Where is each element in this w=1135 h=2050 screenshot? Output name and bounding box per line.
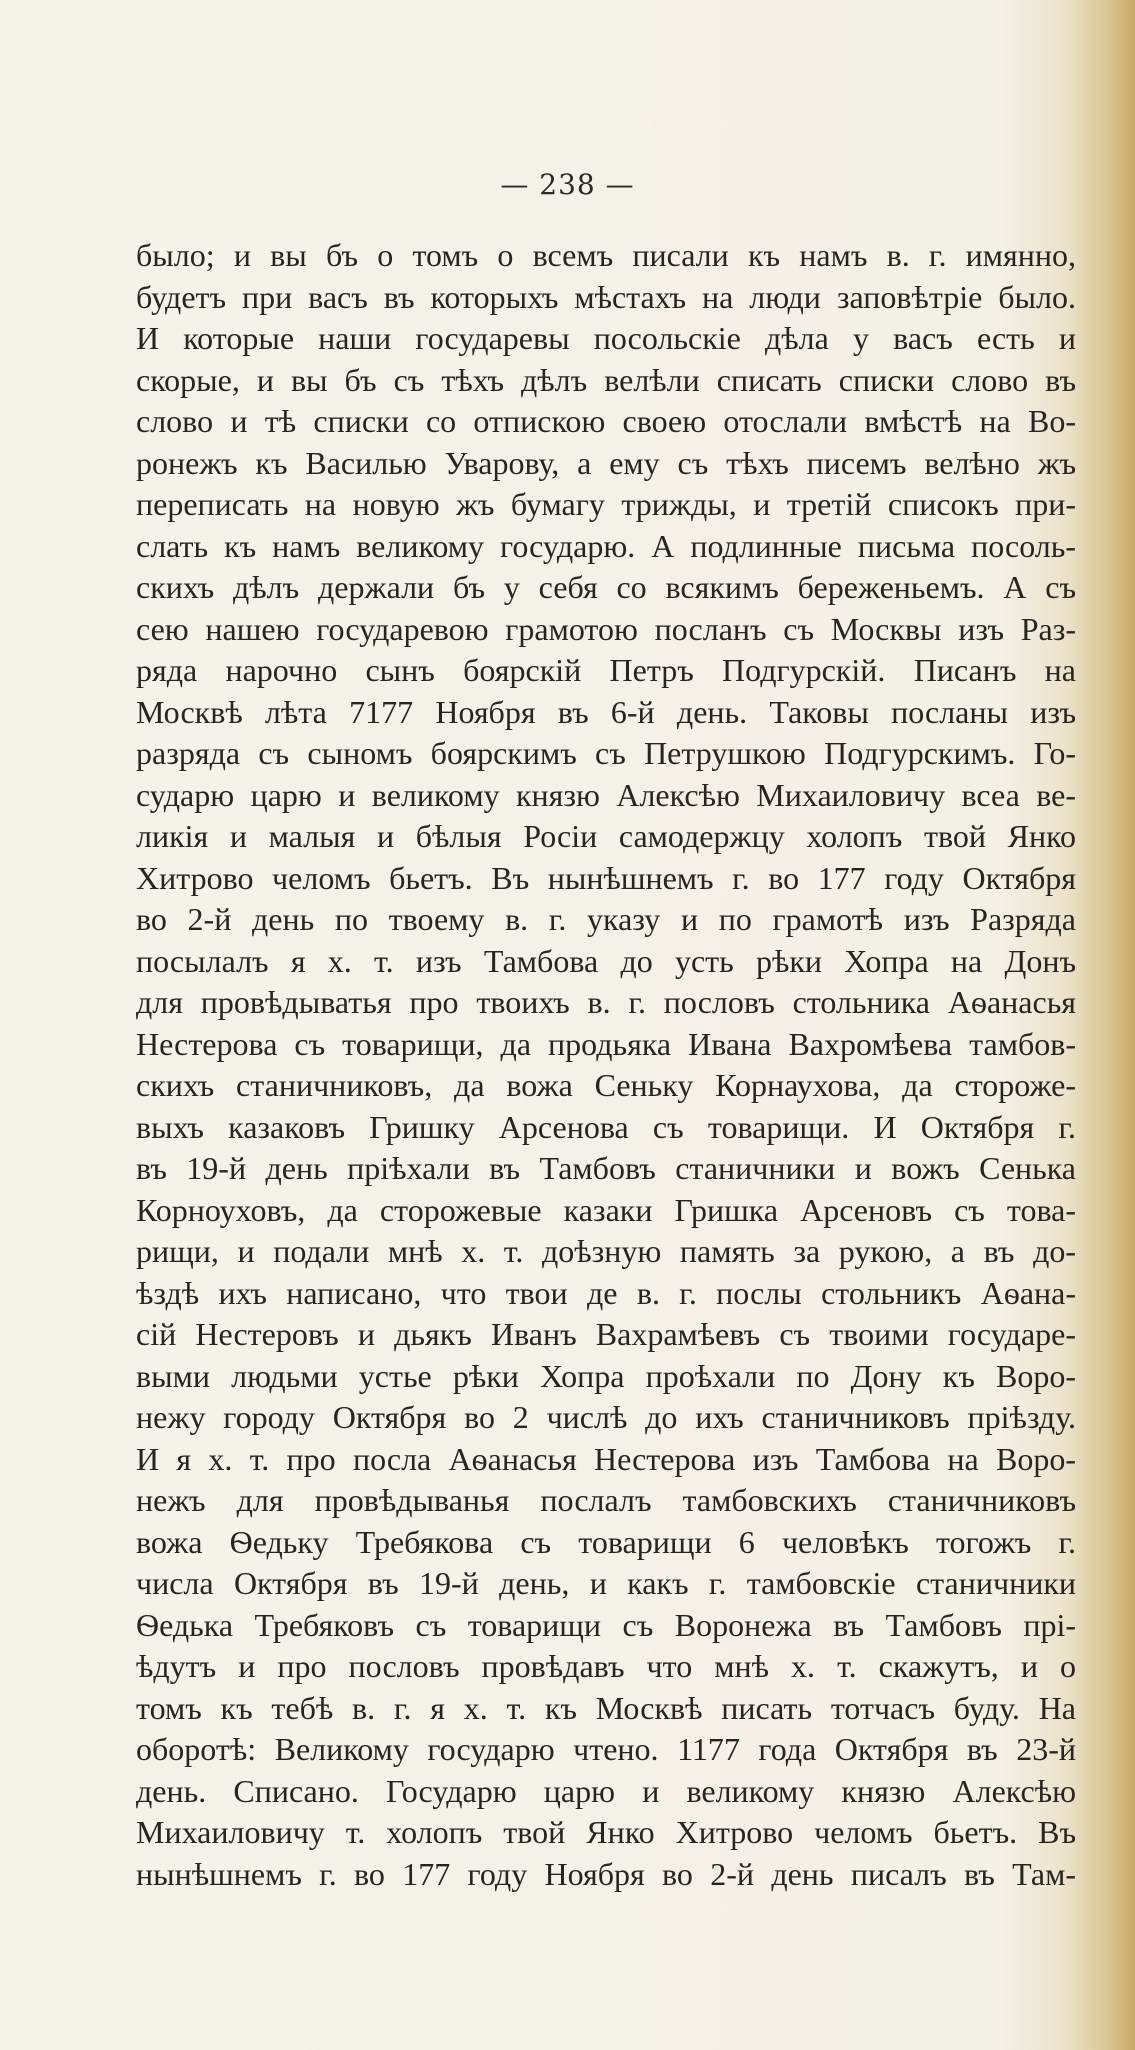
text-line: Хитрово челомъ бьетъ. Въ нынѣшнемъ г. во 177 году Октября [136, 859, 1076, 896]
text-line: И которые наши государевы посольскіе дѣла у васъ есть и [136, 320, 1076, 356]
text-line: числа Октября въ 19-й день, и какъ г. тамбовскіе станичники [136, 1565, 1076, 1601]
text-line: нежъ для провѣдыванья послалъ тамбовскихъ станичниковъ [136, 1482, 1076, 1518]
text-line: ѣдутъ и про пословъ провѣдавъ что мнѣ х. т. скажутъ, и о [136, 1648, 1076, 1684]
text-line: посылалъ я х. т. изъ Тамбова до усть рѣки Хопра на Донъ [136, 942, 1076, 979]
text-line: во 2-й день по твоему в. г. указу и по грамотѣ изъ Разряда [136, 901, 1076, 937]
text-line: ѣздѣ ихъ написано, что твои де в. г. послы стольникъ Аѳана- [136, 1274, 1076, 1311]
text-line: нынѣшнемъ г. во 177 году Ноября во 2-й день писалъ въ Там- [136, 1855, 1076, 1892]
text-line: скорые, и вы бъ съ тѣхъ дѣлъ велѣли списать списки слово въ [136, 361, 1076, 398]
text-line: нежу городу Октября во 2 числѣ до ихъ станичниковъ пріѣзду. [136, 1399, 1076, 1435]
text-line: слать къ намъ великому государю. А подлинные письма посоль- [136, 527, 1076, 564]
text-line: сею нашею государевою грамотою посланъ съ Москвы изъ Раз- [136, 610, 1076, 647]
page-number: — 238 — [500, 168, 635, 201]
text-line: рищи, и подали мнѣ х. т. доѣзную память за рукою, а въ до- [136, 1233, 1076, 1269]
text-line: было; и вы бъ о томъ о всемъ писали къ намъ в. г. имянно, [136, 237, 1076, 273]
text-line: скихъ дѣлъ держали бъ у себя со всякимъ береженьемъ. А съ [136, 569, 1076, 605]
text-line: день. Списано. Государю царю и великому князю Алексѣю [136, 1772, 1076, 1809]
text-line: для провѣдыватья про твоихъ в. г. пословъ стольника Аѳанасья [136, 984, 1076, 1020]
text-line: вожа Ѳедьку Требякова съ товарищи 6 человѣкъ тогожъ г. [136, 1523, 1076, 1560]
text-line: томъ къ тебѣ в. г. я х. т. къ Москвѣ писать тотчасъ буду. На [136, 1689, 1076, 1726]
text-line: Москвѣ лѣта 7177 Ноября въ 6-й день. Таковы посланы изъ [136, 693, 1076, 730]
text-line: И я х. т. про посла Аѳанасья Нестерова изъ Тамбова на Воро- [136, 1440, 1076, 1477]
text-line: выми людьми устье рѣки Хопра проѣхали по Дону къ Воро- [136, 1357, 1076, 1394]
text-line: слово и тѣ списки со отпискою своею отослали вмѣстѣ на Во- [136, 403, 1076, 439]
text-line: Михаиловичу т. холопъ твой Янко Хитрово челомъ бьетъ. Въ [136, 1814, 1076, 1850]
text-line: выхъ казаковъ Гришку Арсенова съ товарищи. И Октября г. [136, 1108, 1076, 1145]
text-line: скихъ станичниковъ, да вожа Сеньку Корнаухова, да стороже- [136, 1067, 1076, 1103]
text-line: Нестерова съ товарищи, да продьяка Ивана Вахромѣева тамбов- [136, 1025, 1076, 1062]
text-line: ликія и малыя и бѣлыя Росіи самодержцу холопъ твой Янко [136, 818, 1076, 854]
text-line: переписать на новую жъ бумагу трижды, и третій списокъ при- [136, 486, 1076, 522]
text-line: будетъ при васъ въ которыхъ мѣстахъ на люди заповѣтріе было. [136, 278, 1076, 315]
text-line: ряда нарочно сынъ боярскій Петръ Подгурскій. Писанъ на [136, 652, 1076, 688]
text-line: Корноуховъ, да сторожевые казаки Гришка Арсеновъ съ това- [136, 1191, 1076, 1228]
text-line: сударю царю и великому князю Алексѣю Михаиловичу всеа ве- [136, 776, 1076, 813]
text-line: въ 19-й день пріѣхали въ Тамбовъ станичники и вожъ Сенька [136, 1150, 1076, 1186]
body-text [136, 235, 1076, 1895]
text-line: Ѳедька Требяковъ съ товарищи съ Воронежа въ Тамбовъ прі- [136, 1606, 1076, 1643]
text-line: разряда съ сыномъ боярскимъ съ Петрушкою Подгурскимъ. Го- [136, 735, 1076, 771]
text-line: оборотѣ: Великому государю чтено. 1177 года Октября въ 23-й [136, 1731, 1076, 1767]
text-line: ронежъ къ Василью Уварову, а ему съ тѣхъ писемъ велѣно жъ [136, 444, 1076, 481]
text-line: сій Нестеровъ и дьякъ Иванъ Вахрамѣевъ съ твоими государе- [136, 1316, 1076, 1352]
